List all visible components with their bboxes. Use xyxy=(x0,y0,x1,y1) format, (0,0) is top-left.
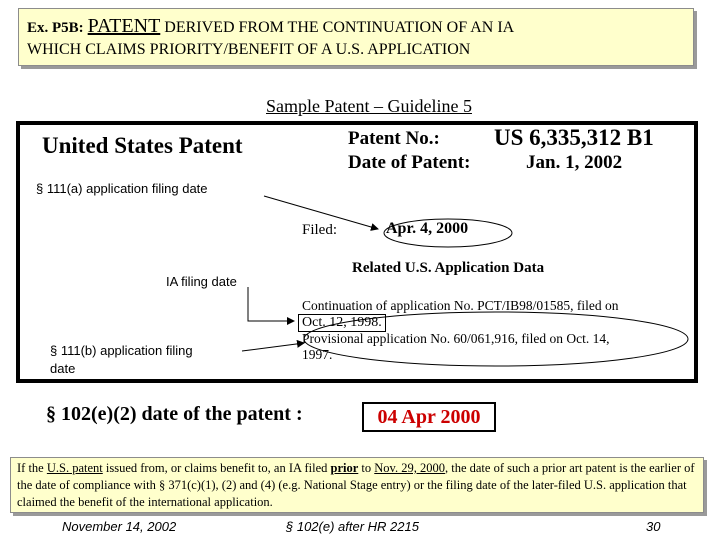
annotation-ia-date: IA filing date xyxy=(166,274,237,289)
patent-no-value: US 6,335,312 B1 xyxy=(494,125,654,150)
title-rest: DERIVED FROM THE CONTINUATION OF AN IA xyxy=(160,19,515,36)
note-text-4: , the date of such a prior art patent is the earlier of the date of compliance with § 371(c)(1), (2) and (4) (e.g. National Stage entry) or the filing date of the later-filed U.S. application that claimed the benefit of the international application. xyxy=(17,461,695,509)
arrow-ia-date xyxy=(248,287,294,321)
note-text-2: issued from, or claims benefit to, an IA filed xyxy=(102,461,331,475)
patent-image xyxy=(16,121,698,383)
note-us-patent: U.S. patent xyxy=(46,461,103,475)
date-statement-value: 04 Apr 2000 xyxy=(362,402,496,432)
annotation-111b-line2: date xyxy=(50,361,76,376)
provisional-text-1: Provisional application No. 60/061,916, filed on Oct. 14, xyxy=(302,331,610,346)
annotation-111b xyxy=(50,342,193,378)
patent-no-label: Patent No.: xyxy=(348,128,440,149)
arrow-111b xyxy=(242,343,304,351)
footer-date: November 14, 2002 xyxy=(62,519,177,534)
filed-label: Filed: xyxy=(302,222,338,238)
slide-caption: Sample Patent – Guideline 5 xyxy=(266,96,472,116)
arrow-111a xyxy=(264,196,378,229)
annotation-arrows xyxy=(20,125,694,379)
note-text-3: to xyxy=(358,461,375,475)
note-box xyxy=(10,457,704,513)
title-patent: PATENT xyxy=(87,15,161,37)
date-statement-label: § 102(e)(2) date of the patent : xyxy=(46,403,303,425)
annotation-111b-line1: § 111(b) application filing xyxy=(50,343,193,358)
note-text-1: If the xyxy=(17,461,47,475)
title-prefix: Ex. P5B: xyxy=(27,20,84,36)
date-of-patent-value: Jan. 1, 2002 xyxy=(526,152,623,173)
continuation-text: Continuation of application No. PCT/IB98/01585, filed on xyxy=(302,298,619,313)
note-prior: prior xyxy=(330,461,359,475)
title-box xyxy=(18,8,694,66)
footer-page-number: 30 xyxy=(646,519,661,534)
patent-heading: United States Patent xyxy=(42,133,243,158)
annotation-111a: § 111(a) application filing date xyxy=(36,181,208,196)
provisional-ellipse xyxy=(304,312,688,366)
title-line-2: WHICH CLAIMS PRIORITY/BENEFIT OF A U.S. APPLICATION xyxy=(27,41,471,58)
filed-value: Apr. 4, 2000 xyxy=(386,220,469,237)
title-line-1 xyxy=(27,15,514,38)
footer-title: § 102(e) after HR 2215 xyxy=(286,519,419,534)
provisional-text-2: 1997. xyxy=(302,347,333,362)
note-date: Nov. 29, 2000 xyxy=(374,461,445,475)
related-data-heading: Related U.S. Application Data xyxy=(352,260,545,276)
ia-filing-date-value: Oct. 12, 1998. xyxy=(298,314,386,332)
filed-date-ellipse xyxy=(384,219,512,247)
date-of-patent-label: Date of Patent: xyxy=(348,152,471,173)
